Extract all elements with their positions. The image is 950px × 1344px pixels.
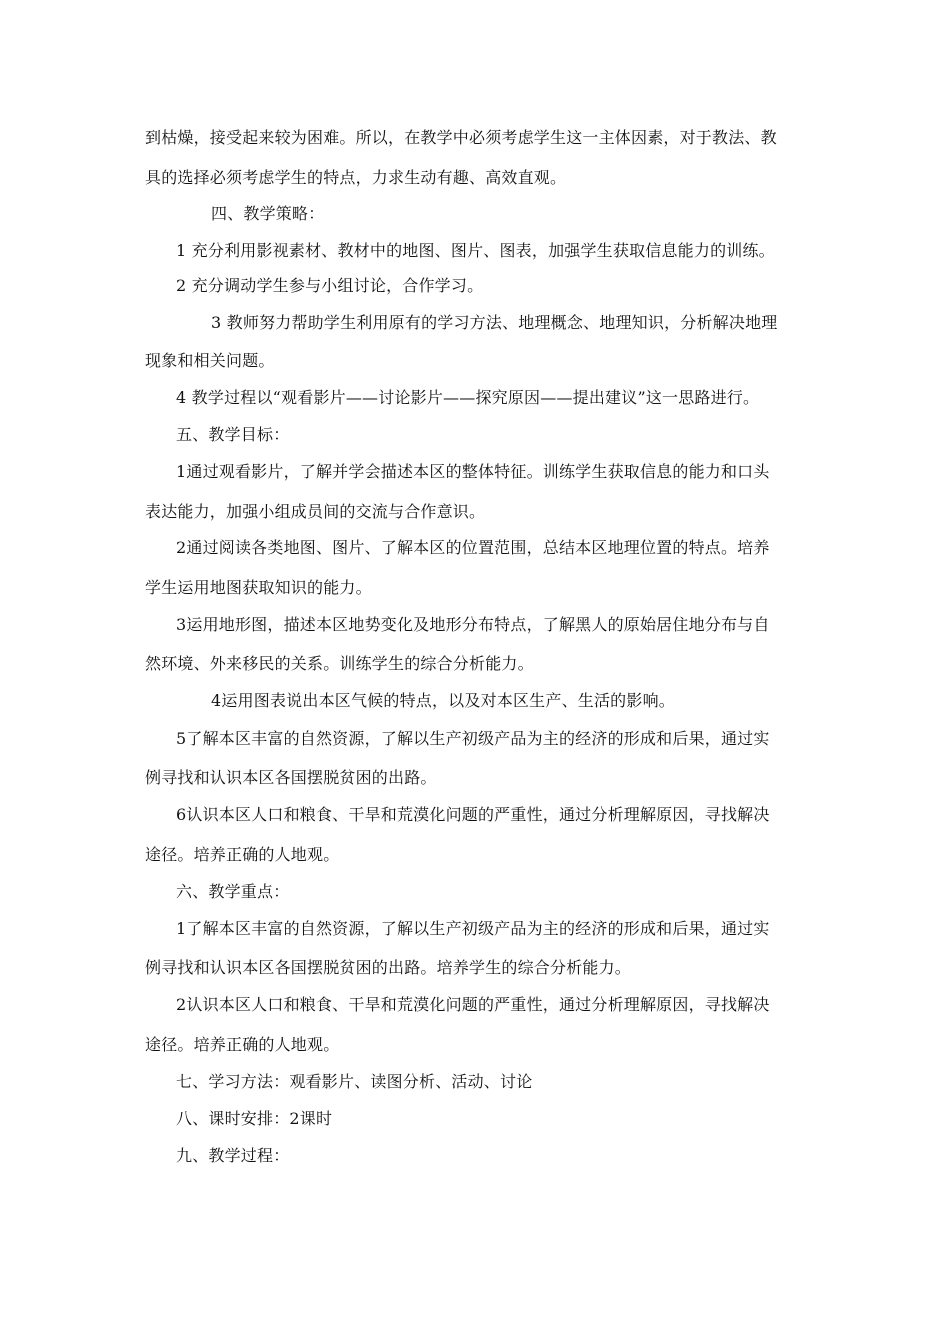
section-heading: 八、课时安排：2课时 [176, 1109, 333, 1128]
section-heading: 六、教学重点： [176, 882, 290, 901]
text-line: 2认识本区人口和粮食、干旱和荒漠化问题的严重性，通过分析理解原因，寻找解决 [176, 995, 770, 1014]
text-line: 途径。培养正确的人地观。 [145, 1035, 340, 1054]
text-line: 3运用地形图，描述本区地势变化及地形分布特点，了解黑人的原始居住地分布与自 [176, 615, 770, 634]
text-line: 表达能力，加强小组成员间的交流与合作意识。 [145, 502, 486, 521]
text-line: 到枯燥，接受起来较为困难。所以，在教学中必须考虑学生这一主体因素，对于教法、教 [145, 128, 777, 147]
text-line: 6认识本区人口和粮食、干旱和荒漠化问题的严重性，通过分析理解原因，寻找解决 [176, 805, 770, 824]
text-line: 具的选择必须考虑学生的特点，力求生动有趣、高效直观。 [145, 168, 567, 187]
text-line: 1 充分利用影视素材、教材中的地图、图片、图表，加强学生获取信息能力的训练。 [176, 241, 775, 260]
text-line: 现象和相关问题。 [145, 351, 275, 370]
text-line: 然环境、外来移民的关系。训练学生的综合分析能力。 [145, 654, 534, 673]
text-line: 5了解本区丰富的自然资源，了解以生产初级产品为主的经济的形成和后果，通过实 [176, 729, 770, 748]
section-heading: 七、学习方法：观看影片、读图分析、活动、讨论 [176, 1072, 533, 1091]
section-heading: 五、教学目标： [176, 425, 290, 444]
text-line: 4运用图表说出本区气候的特点，以及对本区生产、生活的影响。 [211, 691, 675, 710]
text-line: 例寻找和认识本区各国摆脱贫困的出路。 [145, 768, 437, 787]
text-line: 1通过观看影片，了解并学会描述本区的整体特征。训练学生获取信息的能力和口头 [176, 462, 770, 481]
text-line: 1了解本区丰富的自然资源，了解以生产初级产品为主的经济的形成和后果，通过实 [176, 919, 770, 938]
text-line: 途径。培养正确的人地观。 [145, 845, 340, 864]
section-heading: 四、教学策略： [211, 204, 325, 223]
text-line: 例寻找和认识本区各国摆脱贫困的出路。培养学生的综合分析能力。 [145, 958, 632, 977]
text-line: 3 教师努力帮助学生利用原有的学习方法、地理概念、地理知识，分析解决地理 [211, 313, 778, 332]
section-heading: 九、教学过程： [176, 1146, 290, 1165]
text-line: 2通过阅读各类地图、图片、了解本区的位置范围，总结本区地理位置的特点。培养 [176, 538, 770, 557]
text-line: 学生运用地图获取知识的能力。 [145, 578, 372, 597]
text-line: 4 教学过程以“观看影片——讨论影片——探究原因——提出建议”这一思路进行。 [176, 388, 760, 407]
text-line: 2 充分调动学生参与小组讨论，合作学习。 [176, 276, 484, 295]
